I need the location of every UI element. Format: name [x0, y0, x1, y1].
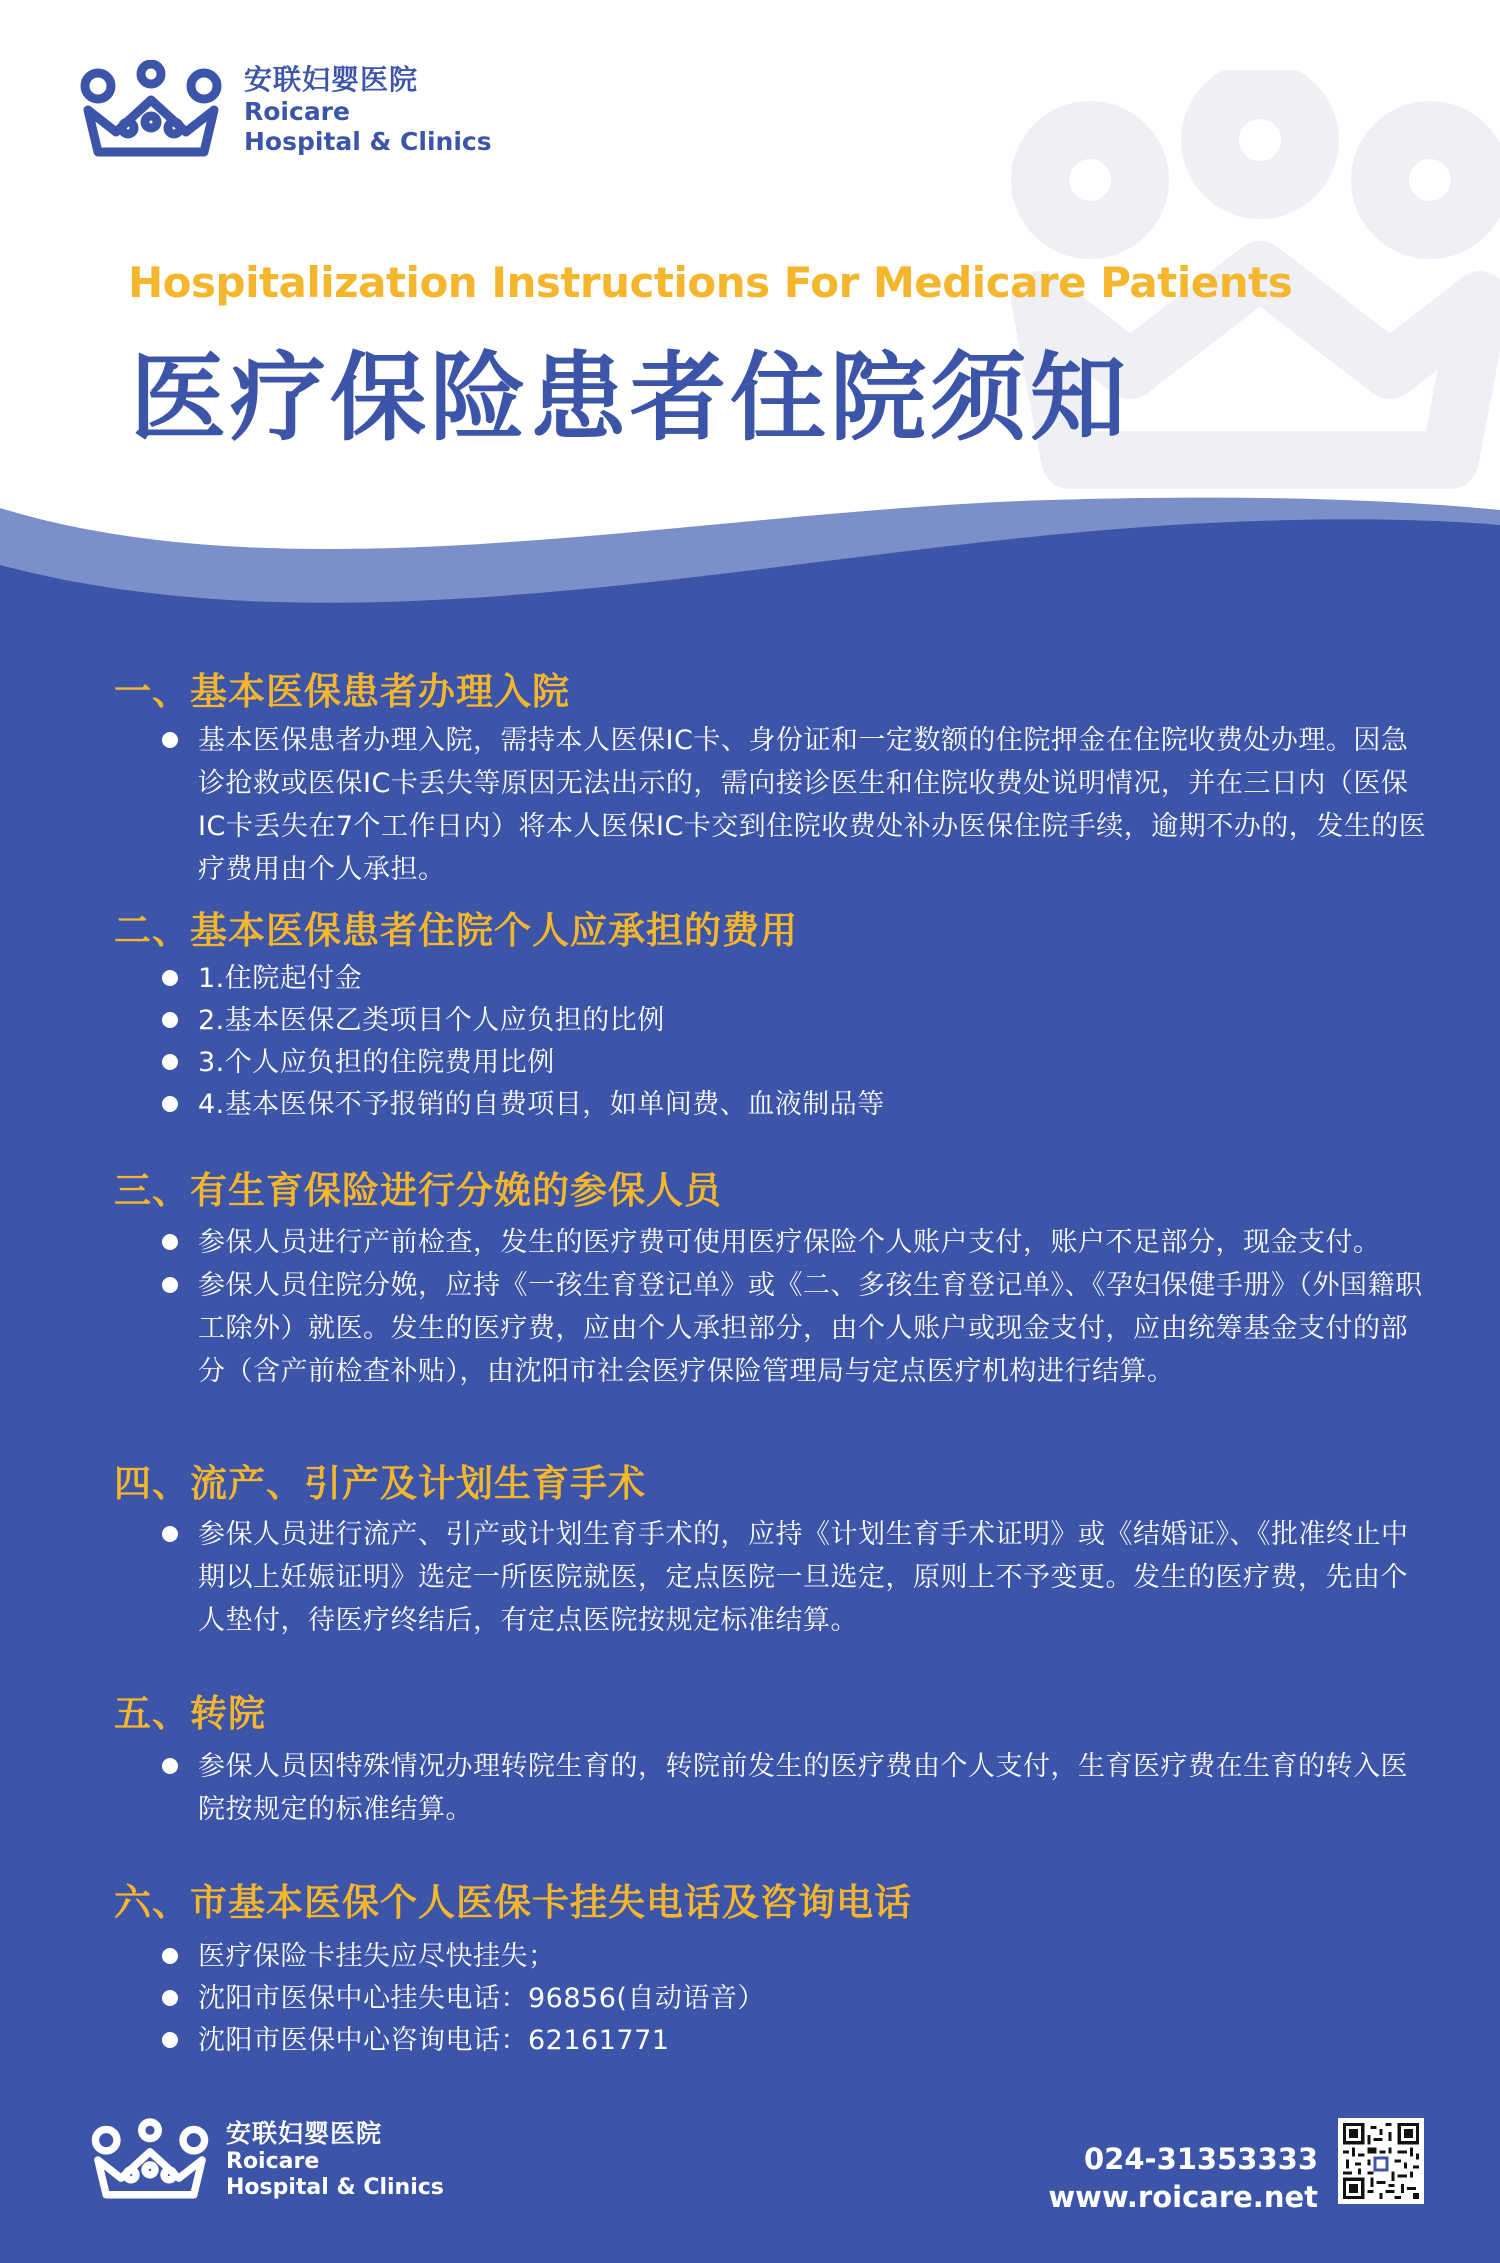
list-item: [158, 1083, 1428, 1126]
list-item: [158, 1935, 1428, 1978]
list-item: [158, 1041, 1428, 1084]
list-item-text: 沈阳市医保中心挂失电话：96856(自动语音）: [198, 1983, 765, 2014]
list-item: [158, 1221, 1428, 1264]
section-heading: 五、转院: [114, 1692, 266, 1735]
bullet-icon: [162, 2032, 178, 2048]
brand-name-en-line1: Roicare: [244, 96, 350, 126]
header-wave: [0, 480, 1500, 640]
list-item: [158, 2019, 1428, 2062]
brand-name-cn: 安联妇婴医院: [244, 63, 419, 97]
qr-code-icon: [1338, 2118, 1424, 2204]
list-item: [158, 719, 1428, 891]
section-heading: 四、流产、引产及计划生育手术: [114, 1462, 646, 1505]
list-item-text: 沈阳市医保中心咨询电话：62161771: [198, 2025, 670, 2056]
footer-logo: [88, 2118, 444, 2202]
list-item-text: 2.基本医保乙类项目个人应负担的比例: [198, 1005, 665, 1036]
crown-logo-icon: [76, 60, 226, 160]
contact-info: [1048, 2140, 1318, 2216]
list-item: [158, 1513, 1428, 1642]
brand-name-en-line2: Hospital & Clinics: [226, 2175, 444, 2200]
bullet-icon: [162, 1234, 178, 1250]
list-item-text: 基本医保患者办理入院，需持本人医保IC卡、身份证和一定数额的住院押金在住院收费处办理。因急诊抢救或医保IC卡丢失等原因无法出示的，需向接诊医生和住院收费处说明情况，并在三日内（医保IC卡丢失在7个工作日内）将本人医保IC卡交到住院收费处补办医保住院手续，逾期不办的，发生的医疗费用由个人承担。: [198, 725, 1427, 885]
list-item: [158, 1745, 1428, 1831]
list-item: [158, 1977, 1428, 2020]
bullet-icon: [162, 732, 178, 748]
bullet-icon: [162, 1990, 178, 2006]
bullet-icon: [162, 1277, 178, 1293]
bullet-icon: [162, 1012, 178, 1028]
list-item: [158, 957, 1428, 1000]
list-item-text: 参保人员因特殊情况办理转院生育的，转院前发生的医疗费由个人支付，生育医疗费在生育的转入医院按规定的标准结算。: [198, 1751, 1408, 1825]
contact-website[interactable]: www.roicare.net: [1048, 2180, 1318, 2214]
section-heading: 一、基本医保患者办理入院: [114, 670, 570, 713]
list-item: [158, 999, 1428, 1042]
bullet-icon: [162, 1096, 178, 1112]
brand-name-en-line1: Roicare: [226, 2148, 320, 2174]
page-title-en: Hospitalization Instructions For Medicare Patients: [128, 258, 1293, 307]
bullet-icon: [162, 1758, 178, 1774]
brand-name-cn: 安联妇婴医院: [226, 2118, 383, 2148]
list-item-text: 参保人员住院分娩，应持《一孩生育登记单》或《二、多孩生育登记单》、《孕妇保健手册》（外国籍职工除外）就医。发生的医疗费，应由个人承担部分，由个人账户或现金支付，应由统筹基金支付的部分（含产前检查补贴），由沈阳市社会医疗保险管理局与定点医疗机构进行结算。: [198, 1270, 1423, 1387]
hospital-logo: [76, 60, 492, 160]
bullet-icon: [162, 1054, 178, 1070]
list-item-text: 医疗保险卡挂失应尽快挂失；: [198, 1941, 556, 1972]
list-item-text: 3.个人应负担的住院费用比例: [198, 1047, 555, 1078]
brand-name-en-line2: Hospital & Clinics: [244, 126, 492, 156]
list-item-text: 4.基本医保不予报销的自费项目，如单间费、血液制品等: [198, 1089, 885, 1120]
list-item: [158, 1264, 1428, 1393]
contact-phone: 024-31353333: [1084, 2142, 1318, 2176]
list-item-text: 参保人员进行产前检查，发生的医疗费可使用医疗保险个人账户支付，账户不足部分，现金支付。: [198, 1227, 1381, 1258]
list-item-text: 参保人员进行流产、引产或计划生育手术的，应持《计划生育手术证明》或《结婚证》、《批准终止中期以上妊娠证明》选定一所医院就医，定点医院一旦选定，原则上不予变更。发生的医疗费，先由个人垫付，待医疗终结后，有定点医院按规定标准结算。: [198, 1519, 1409, 1636]
section-heading: 六、市基本医保个人医保卡挂失电话及咨询电话: [114, 1881, 912, 1924]
bullet-icon: [162, 970, 178, 986]
list-item-text: 1.住院起付金: [198, 963, 363, 994]
bullet-icon: [162, 1948, 178, 1964]
section-heading: 二、基本医保患者住院个人应承担的费用: [114, 909, 798, 952]
page-title-cn: 医疗保险患者住院须知: [130, 342, 1130, 454]
crown-logo-icon: [88, 2118, 212, 2202]
bullet-icon: [162, 1526, 178, 1542]
section-heading: 三、有生育保险进行分娩的参保人员: [114, 1169, 722, 1212]
